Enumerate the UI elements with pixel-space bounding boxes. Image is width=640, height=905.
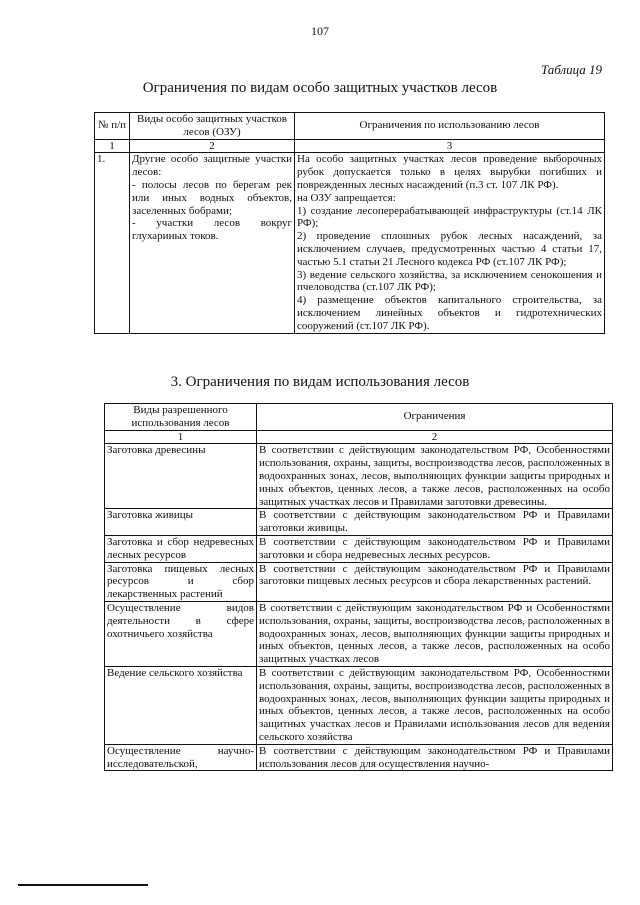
- header-cell-restrictions: Ограничения по использованию лесов: [295, 113, 605, 140]
- column-number: 1: [95, 139, 130, 153]
- table-row: [105, 601, 613, 666]
- header-cell-restrictions: Ограничения: [257, 404, 613, 431]
- forest-use-restrictions-table: [104, 403, 613, 771]
- header-cell-ozu-type: Виды особо защитных участков лесов (ОЗУ): [130, 113, 295, 140]
- table-row: [105, 509, 613, 536]
- table-row: [95, 153, 605, 333]
- use-type-cell: Заготовка и сбор недревесных лесных ресурсов: [105, 535, 257, 562]
- restriction-cell: [295, 153, 605, 333]
- use-type-cell: Ведение сельского хозяйства: [105, 666, 257, 744]
- ozu-type-cell: [130, 153, 295, 333]
- column-number: 2: [130, 139, 295, 153]
- column-number: 1: [105, 430, 257, 444]
- footnote-divider: [18, 884, 148, 886]
- table-caption: Таблица 19: [540, 62, 602, 77]
- header-cell-number: № п/п: [95, 113, 130, 140]
- restriction-line: 4) размещение объектов капитального строительства, за исключением линейных объектов и гидротехнических сооружений (ст.107 ЛК РФ).: [297, 294, 602, 332]
- restriction-cell: В соответствии с действующим законодательством РФ и Правилами использования лесов для осуществления научно-: [257, 744, 613, 771]
- table-row: [105, 744, 613, 771]
- restriction-cell: В соответствии с действующим законодательством РФ и Особенностями использования, охраны, защиты, воспроизводства лесов, расположенных в водоохранных зонах, лесов, выполняющих функции защиты природных и иных объектов, ценных лесов, а также лесов, расположенных на особо защитных участках лесов: [257, 601, 613, 666]
- section-title-ozu: Ограничения по видам особо защитных участков лесов: [142, 80, 498, 96]
- use-type-cell: Осуществление научно-исследовательской,: [105, 744, 257, 771]
- row-number: 1.: [95, 153, 130, 333]
- restriction-cell: В соответствии с действующим законодательством РФ и Правилами заготовки пищевых лесных ресурсов и сбора лекарственных растений.: [257, 562, 613, 601]
- restriction-line: 1) создание лесоперерабатывающей инфраструктуры (ст.14 ЛК РФ);: [297, 204, 602, 230]
- restriction-line: 3) ведение сельского хозяйства, за исключением сенокошения и пчеловодства (ст.107 ЛК РФ);: [297, 268, 602, 294]
- header-cell-use-type: Виды разрешенного использования лесов: [105, 404, 257, 431]
- use-type-cell: Заготовка пищевых лесных ресурсов и сбор лекарственных растений: [105, 562, 257, 601]
- restriction-line: 2) проведение сплошных рубок лесных насаждений, за исключением случаев, предусмотренных частью 4 статьи 17, частью 5.1 статьи 21 Лесного кодекса РФ (ст.107 ЛК РФ);: [297, 230, 602, 268]
- ozu-type-line: - участки лесов вокруг глухариных токов.: [132, 217, 292, 243]
- ozu-restrictions-table: [94, 112, 605, 334]
- restriction-cell: В соответствии с действующим законодательством РФ и Правилами заготовки и сбора недревесных лесных ресурсов.: [257, 535, 613, 562]
- use-type-cell: Осуществление видов деятельности в сфере охотничьего хозяйства: [105, 601, 257, 666]
- table-header-row: [105, 404, 613, 431]
- restriction-line: На особо защитных участках лесов проведение выборочных рубок допускается только в целях вырубки погибших и поврежденных лесных насаждений (п.3 ст. 107 ЛК РФ).: [297, 153, 602, 191]
- table-header-row: [95, 113, 605, 140]
- ozu-type-line: Другие особо защитные участки лесов:: [132, 153, 292, 179]
- section-title-forest-use: 3. Ограничения по видам использования лесов: [170, 374, 470, 390]
- use-type-cell: Заготовка древесины: [105, 444, 257, 509]
- column-number: 2: [257, 430, 613, 444]
- table-row: [105, 562, 613, 601]
- restriction-cell: В соответствии с действующим законодательством РФ и Правилами заготовки живицы.: [257, 509, 613, 536]
- ozu-type-line: - полосы лесов по берегам рек или иных водных объектов, заселенных бобрами;: [132, 178, 292, 217]
- table-row: [105, 535, 613, 562]
- column-number-row: [95, 139, 605, 153]
- restriction-cell: В соответствии с действующим законодательством РФ, Особенностями использования, охраны, защиты, воспроизводства лесов, расположенных в водоохранных зонах, лесов, выполняющих функции защиты природных и иных объектов, ценных лесов, а также лесов, расположенных на особо защитных участках лесов и Правилами заготовки древесины.: [257, 444, 613, 509]
- restriction-cell: В соответствии с действующим законодательством РФ, Особенностями использования, охраны, защиты, воспроизводства лесов, расположенных в водоохранных зонах, лесов, выполняющих функции защиты природных и иных объектов, ценных лесов, а также лесов, расположенных на особо защитных участках лесов и Правилами использования лесов для ведения сельского хозяйства: [257, 666, 613, 744]
- restriction-line: на ОЗУ запрещается:: [297, 191, 396, 204]
- table-row: [105, 444, 613, 509]
- column-number-row: [105, 430, 613, 444]
- table-row: [105, 666, 613, 744]
- use-type-cell: Заготовка живицы: [105, 509, 257, 536]
- column-number: 3: [295, 139, 605, 153]
- page-number: 107: [311, 24, 329, 38]
